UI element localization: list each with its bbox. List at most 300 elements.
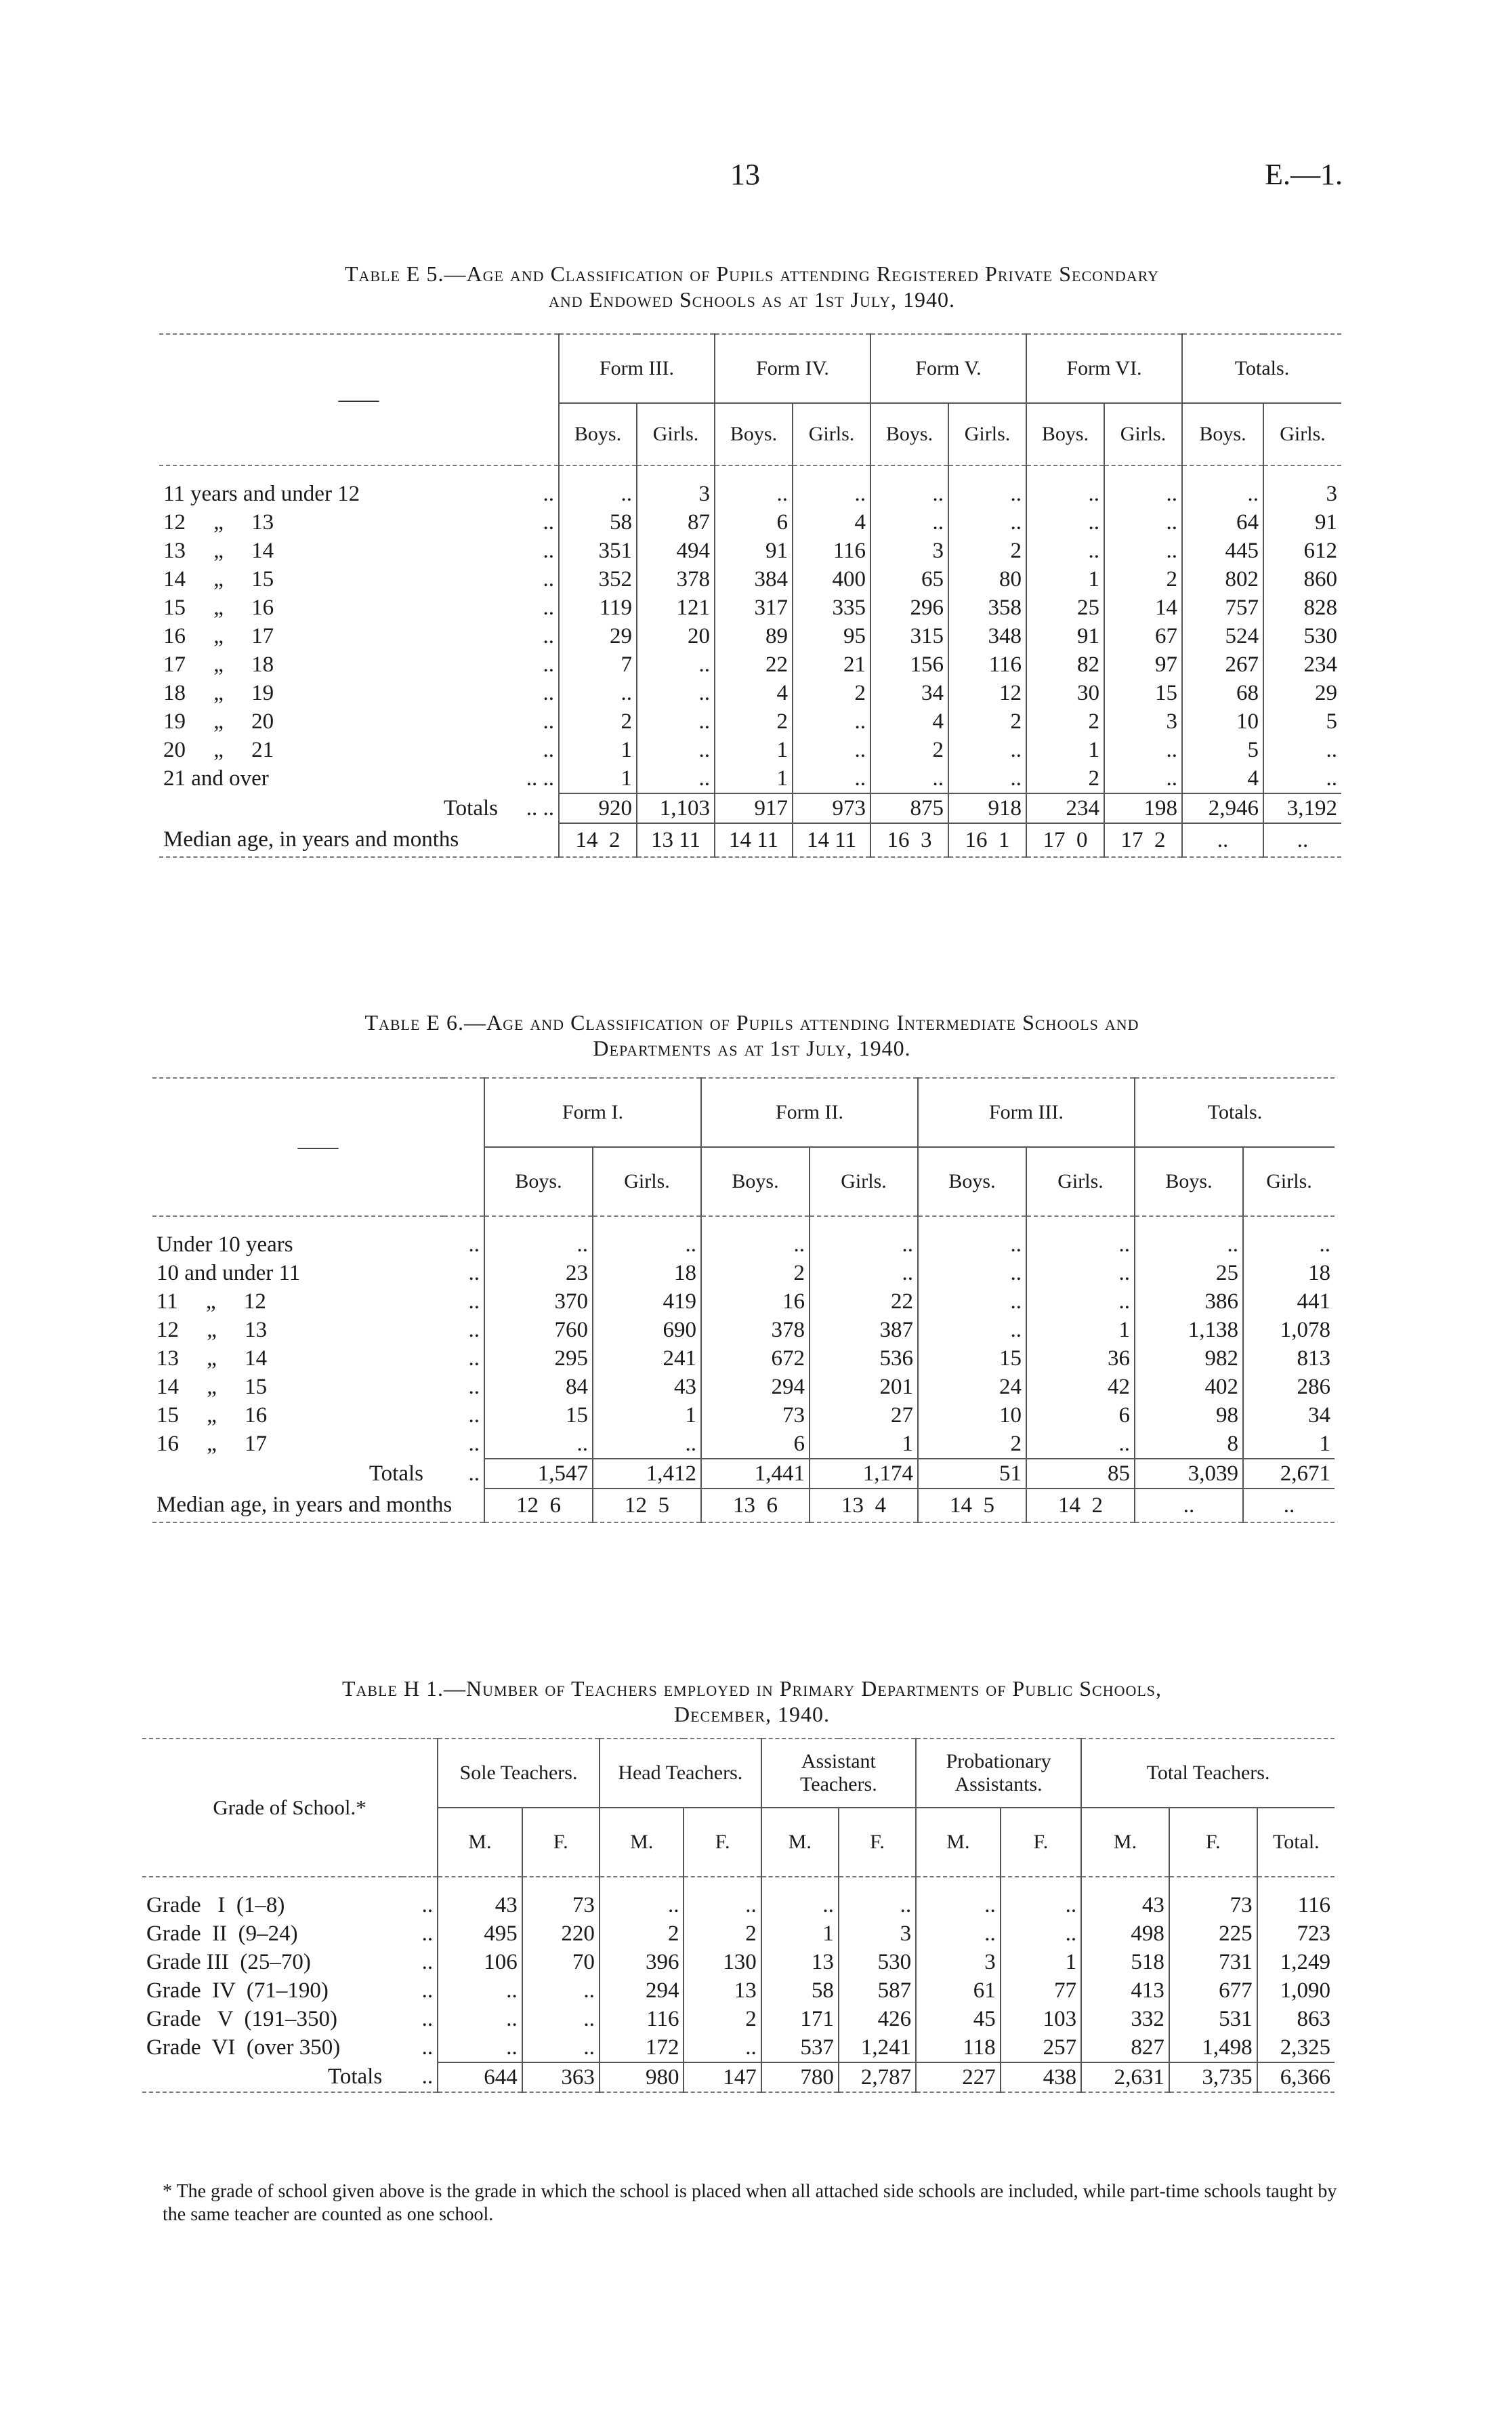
table-row — [159, 508, 1341, 537]
data-cell: .. — [637, 679, 715, 707]
spacer-cell — [600, 1877, 684, 1891]
data-cell: .. — [810, 1230, 918, 1259]
data-cell: .. — [684, 1891, 761, 1919]
data-cell: 2 — [870, 736, 948, 764]
row-label: Grade II (9–24) — [146, 1921, 298, 1946]
female-header: F. — [684, 1808, 761, 1877]
data-cell: 2 — [793, 679, 870, 707]
median-cell: 14 11 — [715, 823, 793, 857]
data-cell: 118 — [916, 2033, 1001, 2062]
data-cell: 267 — [1182, 650, 1263, 679]
data-cell: 386 — [1135, 1287, 1243, 1316]
row-dots: .. — [543, 737, 554, 762]
row-label: 14 „ 15 — [156, 1374, 268, 1399]
spacer-row — [142, 1877, 1335, 1891]
row-label: Under 10 years — [156, 1232, 293, 1257]
table-row — [142, 1919, 1335, 1948]
data-cell: 58 — [761, 1976, 839, 2005]
data-cell: 315 — [870, 622, 948, 650]
data-cell: 67 — [1104, 622, 1182, 650]
data-cell: 16 — [701, 1287, 810, 1316]
totals-cell: 875 — [870, 793, 948, 823]
data-cell: .. — [1026, 1230, 1135, 1259]
data-cell: 760 — [484, 1316, 593, 1344]
data-cell: .. — [701, 1230, 810, 1259]
row-dots: .. — [543, 510, 554, 535]
data-cell: 1 — [1243, 1430, 1335, 1459]
median-cell: 17 0 — [1026, 823, 1104, 857]
row-label: 12 „ 13 — [156, 1317, 268, 1342]
male-header: M. — [916, 1808, 1001, 1877]
spacer-cell — [1257, 1877, 1335, 1891]
table-row — [159, 736, 1341, 764]
median-cell: .. — [1263, 823, 1341, 857]
total-header: Total. — [1257, 1808, 1335, 1877]
head-teachers-header: Head Teachers. — [600, 1739, 761, 1808]
table-row — [152, 1259, 1335, 1287]
data-cell: 587 — [839, 1976, 916, 2005]
data-cell: 495 — [438, 1919, 522, 1948]
data-cell: 441 — [1243, 1287, 1335, 1316]
median-cell: 12 5 — [593, 1489, 701, 1522]
data-cell: .. — [1026, 1287, 1135, 1316]
spacer-cell — [444, 1216, 484, 1230]
median-cell: 17 2 — [1104, 823, 1182, 857]
spacer-cell — [142, 1877, 402, 1891]
row-label: Grade I (1–8) — [146, 1892, 285, 1917]
data-cell: 6 — [715, 508, 793, 537]
data-cell: 24 — [918, 1373, 1026, 1401]
data-cell: 29 — [1263, 679, 1341, 707]
totals-cell: 1,412 — [593, 1459, 701, 1489]
male-header: M. — [600, 1808, 684, 1877]
table-row — [159, 650, 1341, 679]
table-row — [159, 707, 1341, 736]
data-cell: 73 — [701, 1401, 810, 1430]
data-cell: 103 — [1001, 2005, 1081, 2033]
data-cell: 1,249 — [1257, 1948, 1335, 1976]
girls-header: Girls. — [948, 403, 1026, 465]
data-cell: 23 — [484, 1259, 593, 1287]
spacer-cell — [916, 1877, 1001, 1891]
table-e6-form1-header: Form I. — [484, 1078, 701, 1147]
table-h1 — [142, 1738, 1335, 2093]
data-cell: .. — [1104, 736, 1182, 764]
girls-header: Girls. — [1104, 403, 1182, 465]
data-cell: 530 — [839, 1948, 916, 1976]
data-cell: 15 — [918, 1344, 1026, 1373]
spacer-cell — [593, 1216, 701, 1230]
data-cell: .. — [1135, 1230, 1243, 1259]
data-cell: 116 — [948, 650, 1026, 679]
data-cell: 5 — [1182, 736, 1263, 764]
row-label: 15 „ 16 — [156, 1402, 268, 1428]
data-cell: 524 — [1182, 622, 1263, 650]
median-cell: 14 2 — [1026, 1489, 1135, 1522]
data-cell: .. — [948, 480, 1026, 508]
boys-header: Boys. — [870, 403, 948, 465]
data-cell: 15 — [1104, 679, 1182, 707]
data-cell: 384 — [715, 565, 793, 594]
table-e5-form4-header: Form IV. — [715, 334, 870, 403]
totals-cell: 3,735 — [1169, 2062, 1257, 2092]
page-number: 13 — [730, 158, 760, 191]
data-cell: .. — [637, 736, 715, 764]
data-cell: 22 — [715, 650, 793, 679]
data-cell: .. — [916, 1919, 1001, 1948]
data-cell: 2 — [1026, 764, 1104, 793]
data-cell: 1 — [1001, 1948, 1081, 1976]
row-label: Grade III (25–70) — [146, 1949, 311, 1974]
total-teachers-header: Total Teachers. — [1081, 1739, 1335, 1808]
totals-cell: 2,787 — [839, 2062, 916, 2092]
data-cell: 4 — [793, 508, 870, 537]
totals-cell: 973 — [793, 793, 870, 823]
row-dots: .. — [421, 1892, 434, 1917]
data-cell: 757 — [1182, 594, 1263, 622]
table-e5-title — [163, 261, 1341, 312]
data-cell: 84 — [484, 1373, 593, 1401]
spacer-cell — [1026, 1216, 1135, 1230]
table-h1-title-line2: December, 1940. — [673, 1702, 830, 1726]
data-cell: 335 — [793, 594, 870, 622]
median-cell: 14 5 — [918, 1489, 1026, 1522]
median-cell: 16 1 — [948, 823, 1026, 857]
data-cell: 15 — [484, 1401, 593, 1430]
data-cell: .. — [637, 707, 715, 736]
data-cell: 286 — [1243, 1373, 1335, 1401]
spacer-cell — [918, 1216, 1026, 1230]
data-cell: 172 — [600, 2033, 684, 2062]
data-cell: 64 — [1182, 508, 1263, 537]
table-h1-stub-header: Grade of School.* — [142, 1739, 438, 1877]
data-cell: .. — [637, 764, 715, 793]
data-cell: 6 — [701, 1430, 810, 1459]
table-row — [152, 1287, 1335, 1316]
spacer-cell — [559, 465, 637, 480]
data-cell: 42 — [1026, 1373, 1135, 1401]
median-label: Median age, in years and months — [163, 827, 459, 852]
median-cell: .. — [1182, 823, 1263, 857]
data-cell: 317 — [715, 594, 793, 622]
data-cell: 95 — [793, 622, 870, 650]
data-cell: .. — [948, 736, 1026, 764]
boys-header: Boys. — [1135, 1147, 1243, 1216]
table-row — [152, 1373, 1335, 1401]
spacer-cell — [637, 465, 715, 480]
data-cell: .. — [1026, 1259, 1135, 1287]
row-dots: .. — [421, 1978, 434, 2003]
median-label: Median age, in years and months — [156, 1493, 453, 1517]
data-cell: 116 — [1257, 1891, 1335, 1919]
data-cell: 494 — [637, 537, 715, 565]
data-cell: 20 — [637, 622, 715, 650]
median-cell: 12 6 — [484, 1489, 593, 1522]
data-cell: .. — [1026, 537, 1104, 565]
boys-header: Boys. — [1182, 403, 1263, 465]
data-cell: 2 — [684, 2005, 761, 2033]
totals-cell: 2,946 — [1182, 793, 1263, 823]
row-dots: .. — [421, 2006, 434, 2031]
data-cell: 121 — [637, 594, 715, 622]
data-cell: .. — [870, 508, 948, 537]
data-cell: .. — [793, 707, 870, 736]
table-row — [142, 1948, 1335, 1976]
median-cell: 14 11 — [793, 823, 870, 857]
data-cell: 413 — [1081, 1976, 1169, 2005]
totals-cell: 51 — [918, 1459, 1026, 1489]
data-cell: .. — [522, 2005, 600, 2033]
data-cell: 396 — [600, 1948, 684, 1976]
median-cell: .. — [1243, 1489, 1335, 1522]
table-e6-title-line2: Departments as at 1st July, 1940. — [593, 1036, 911, 1060]
totals-cell: 6,366 — [1257, 2062, 1335, 2092]
row-label: 16 „ 17 — [163, 623, 274, 648]
data-cell: .. — [1001, 1919, 1081, 1948]
table-e6-title-line1: Table E 6.—Age and Classification of Pupils attending Intermediate Schools and — [364, 1010, 1139, 1035]
row-dots: .. — [543, 595, 554, 620]
data-cell: .. — [793, 736, 870, 764]
data-cell: 332 — [1081, 2005, 1169, 2033]
data-cell: 80 — [948, 565, 1026, 594]
row-dots: .. — [543, 652, 554, 677]
spacer-cell — [948, 465, 1026, 480]
totals-cell: 1,441 — [701, 1459, 810, 1489]
male-header: M. — [761, 1808, 839, 1877]
data-cell: 43 — [438, 1891, 522, 1919]
totals-cell: 644 — [438, 2062, 522, 2092]
data-cell: 378 — [701, 1316, 810, 1344]
data-cell: 1 — [810, 1430, 918, 1459]
data-cell: 351 — [559, 537, 637, 565]
data-cell: 3 — [916, 1948, 1001, 1976]
data-cell: 802 — [1182, 565, 1263, 594]
data-cell: .. — [1263, 764, 1341, 793]
data-cell: 1 — [559, 764, 637, 793]
totals-row — [142, 2062, 1335, 2092]
data-cell: 2 — [684, 1919, 761, 1948]
data-cell: 1 — [559, 736, 637, 764]
table-e6 — [152, 1077, 1335, 1523]
table-row — [159, 764, 1341, 793]
data-cell: 73 — [522, 1891, 600, 1919]
data-cell: 2 — [948, 537, 1026, 565]
row-dots: .. — [543, 709, 554, 734]
spacer-cell — [715, 465, 793, 480]
row-dots: .. — [543, 623, 554, 648]
row-dots: .. — [468, 1317, 480, 1342]
data-cell: 89 — [715, 622, 793, 650]
girls-header: Girls. — [1263, 403, 1341, 465]
spacer-cell — [810, 1216, 918, 1230]
data-cell: .. — [793, 764, 870, 793]
data-cell: 612 — [1263, 537, 1341, 565]
spacer-cell — [1182, 465, 1263, 480]
stub-dash: —— — [338, 388, 379, 411]
median-cell: .. — [1135, 1489, 1243, 1522]
spacer-cell — [1135, 1216, 1243, 1230]
data-cell: 731 — [1169, 1948, 1257, 1976]
data-cell: 2 — [918, 1430, 1026, 1459]
data-cell: .. — [559, 679, 637, 707]
stub-dash: —— — [297, 1136, 339, 1158]
data-cell: 295 — [484, 1344, 593, 1373]
data-cell: 419 — [593, 1287, 701, 1316]
data-cell: 10 — [918, 1401, 1026, 1430]
totals-label: Totals — [443, 795, 498, 820]
data-cell: 2 — [701, 1259, 810, 1287]
row-dots: .. — [468, 1289, 480, 1314]
data-cell: 294 — [600, 1976, 684, 2005]
data-cell: 370 — [484, 1287, 593, 1316]
data-cell: .. — [1104, 480, 1182, 508]
male-header: M. — [1081, 1808, 1169, 1877]
data-cell: 7 — [559, 650, 637, 679]
row-dots: .. — [421, 2035, 434, 2060]
data-cell: .. — [484, 1430, 593, 1459]
median-cell: 13 6 — [701, 1489, 810, 1522]
table-row — [142, 1976, 1335, 2005]
female-header: F. — [1169, 1808, 1257, 1877]
row-dots: .. — [468, 1432, 480, 1456]
data-cell: 36 — [1026, 1344, 1135, 1373]
data-cell: .. — [918, 1259, 1026, 1287]
data-cell: 5 — [1263, 707, 1341, 736]
data-cell: 241 — [593, 1344, 701, 1373]
spacer-cell — [518, 465, 559, 480]
row-label: 16 „ 17 — [156, 1432, 268, 1456]
spacer-cell — [1243, 1216, 1335, 1230]
data-cell: 400 — [793, 565, 870, 594]
data-cell: .. — [916, 1891, 1001, 1919]
boys-header: Boys. — [701, 1147, 810, 1216]
row-label: 20 „ 21 — [163, 737, 274, 762]
totals-row — [152, 1459, 1335, 1489]
table-row — [159, 565, 1341, 594]
data-cell: 97 — [1104, 650, 1182, 679]
row-label: 11 „ 12 — [156, 1289, 266, 1314]
data-cell: .. — [948, 764, 1026, 793]
data-cell: .. — [839, 1891, 916, 1919]
data-cell: 171 — [761, 2005, 839, 2033]
data-cell: .. — [438, 1976, 522, 2005]
male-header: M. — [438, 1808, 522, 1877]
table-e5-totals-header: Totals. — [1182, 334, 1341, 403]
data-cell: 2 — [715, 707, 793, 736]
table-e6-totals-header: Totals. — [1135, 1078, 1335, 1147]
data-cell: 348 — [948, 622, 1026, 650]
row-label: 21 and over — [163, 766, 269, 791]
data-cell: .. — [1104, 508, 1182, 537]
data-cell: 77 — [1001, 1976, 1081, 2005]
data-cell: 982 — [1135, 1344, 1243, 1373]
data-cell: 18 — [1243, 1259, 1335, 1287]
table-e5-stub-header — [159, 334, 559, 465]
girls-header: Girls. — [1026, 1147, 1135, 1216]
boys-header: Boys. — [715, 403, 793, 465]
totals-cell: 438 — [1001, 2062, 1081, 2092]
data-cell: 257 — [1001, 2033, 1081, 2062]
data-cell: 1,241 — [839, 2033, 916, 2062]
table-e5 — [159, 333, 1341, 858]
data-cell: 65 — [870, 565, 948, 594]
table-row — [159, 622, 1341, 650]
totals-cell: 917 — [715, 793, 793, 823]
girls-header: Girls. — [793, 403, 870, 465]
data-cell: 402 — [1135, 1373, 1243, 1401]
data-cell: 2 — [559, 707, 637, 736]
female-header: F. — [522, 1808, 600, 1877]
female-header: F. — [1001, 1808, 1081, 1877]
data-cell: 3 — [637, 480, 715, 508]
table-e6-stub-header — [152, 1078, 484, 1216]
data-cell: 813 — [1243, 1344, 1335, 1373]
data-cell: 68 — [1182, 679, 1263, 707]
spacer-cell — [402, 1877, 438, 1891]
data-cell: 1 — [593, 1401, 701, 1430]
table-row — [152, 1401, 1335, 1430]
totals-cell: 3,192 — [1263, 793, 1341, 823]
data-cell: .. — [1026, 508, 1104, 537]
boys-header: Boys. — [559, 403, 637, 465]
data-cell: 677 — [1169, 1976, 1257, 2005]
totals-cell: 1,547 — [484, 1459, 593, 1489]
table-e5-form5-header: Form V. — [870, 334, 1026, 403]
median-row — [159, 823, 1341, 857]
data-cell: 3 — [839, 1919, 916, 1948]
boys-header: Boys. — [1026, 403, 1104, 465]
data-cell: 27 — [810, 1401, 918, 1430]
data-cell: 43 — [593, 1373, 701, 1401]
data-cell: 1 — [1026, 1316, 1135, 1344]
table-e5-form3-header: Form III. — [559, 334, 715, 403]
data-cell: .. — [918, 1287, 1026, 1316]
table-e5-title-line1: Table E 5.—Age and Classification of Pupils attending Registered Private Secondary — [344, 262, 1160, 286]
data-cell: .. — [438, 2033, 522, 2062]
data-cell: 1,498 — [1169, 2033, 1257, 2062]
spacer-cell — [793, 465, 870, 480]
row-dots: .. .. — [526, 766, 554, 791]
probationary-assistants-header: Probationary Assistants. — [916, 1739, 1081, 1808]
data-cell: 4 — [870, 707, 948, 736]
data-cell: 1 — [1026, 565, 1104, 594]
data-cell: 1,078 — [1243, 1316, 1335, 1344]
girls-header: Girls. — [810, 1147, 918, 1216]
table-row — [152, 1430, 1335, 1459]
spacer-cell — [1104, 465, 1182, 480]
totals-cell: 1,174 — [810, 1459, 918, 1489]
data-cell: .. — [522, 2033, 600, 2062]
girls-header: Girls. — [593, 1147, 701, 1216]
data-cell: 22 — [810, 1287, 918, 1316]
data-cell: 106 — [438, 1948, 522, 1976]
totals-cell: 980 — [600, 2062, 684, 2092]
table-e6-form3-header: Form III. — [918, 1078, 1135, 1147]
row-label: 13 „ 14 — [163, 538, 274, 563]
data-cell: 2,325 — [1257, 2033, 1335, 2062]
table-row — [159, 679, 1341, 707]
row-label: Grade IV (71–190) — [146, 1978, 329, 2003]
data-cell: 518 — [1081, 1948, 1169, 1976]
row-dots: .. — [543, 566, 554, 591]
data-cell: .. — [684, 2033, 761, 2062]
data-cell: 10 — [1182, 707, 1263, 736]
data-cell: 73 — [1169, 1891, 1257, 1919]
spacer-cell — [1081, 1877, 1169, 1891]
data-cell: .. — [559, 480, 637, 508]
data-cell: 690 — [593, 1316, 701, 1344]
data-cell: 3 — [1263, 480, 1341, 508]
